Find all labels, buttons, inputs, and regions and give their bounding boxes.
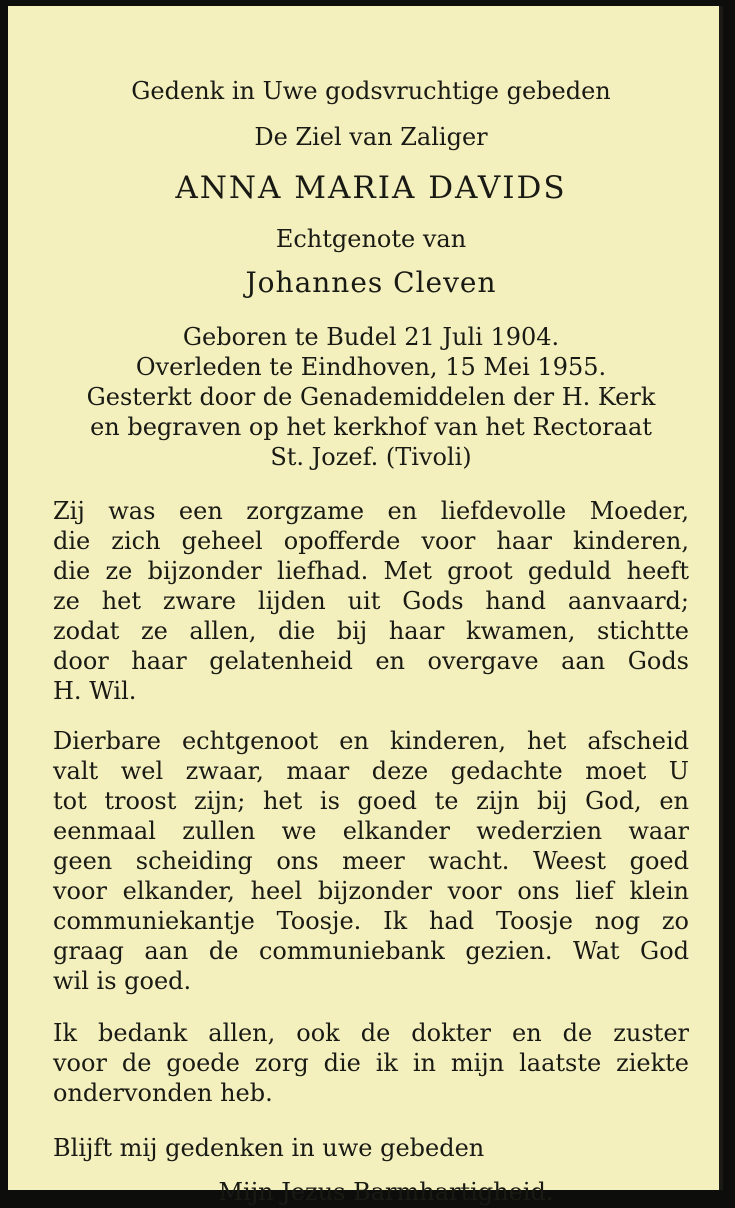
spouse-name: Johannes Cleven	[245, 266, 497, 299]
paragraph-mother	[53, 496, 689, 706]
rectorate-line: St. Jozef. (Tivoli)	[270, 443, 472, 471]
text-line: geen scheiding ons meer wacht. Weest goed	[53, 847, 689, 875]
dates-block	[53, 322, 689, 472]
text-line: eenmaal zullen we elkander wederzien waar	[53, 817, 689, 845]
sacrament-line: Gesterkt door de Genademiddelen der H. Kerk	[86, 383, 656, 411]
text-line: voor elkander, heel bijzonder voor ons lief klein	[53, 877, 689, 905]
text-line: Ik bedank allen, ook de dokter en de zuster	[53, 1019, 689, 1047]
prayer-line: Mijn Jezus Barmhartigheid.	[218, 1178, 554, 1206]
text-line: die zich geheel opofferde voor haar kinderen,	[53, 527, 689, 555]
burial-line: en begraven op het kerkhof van het Rectoraat	[90, 413, 652, 441]
text-line: wil is goed.	[53, 967, 192, 995]
relation-label: Echtgenote van	[275, 225, 467, 253]
text-line: Zij was een zorgzame en liefdevolle Moeder,	[53, 497, 689, 525]
text-line: ze het zware lijden uit Gods hand aanvaard;	[53, 587, 689, 615]
heading-line-2: De Ziel van Zaliger	[254, 123, 488, 151]
text-line: door haar gelatenheid en overgave aan Gods	[53, 647, 689, 675]
memorial-card	[8, 6, 723, 1206]
text-line: Dierbare echtgenoot en kinderen, het afscheid	[53, 727, 689, 755]
text-line: communiekantje Toosje. Ik had Toosje nog zo	[53, 907, 689, 935]
paragraph-thanks	[53, 1018, 689, 1108]
text-line: zodat ze allen, die bij haar kwamen, stichtte	[53, 617, 689, 645]
heading-line-1: Gedenk in Uwe godsvruchtige gebeden	[131, 77, 611, 105]
text-line: voor de goede zorg die ik in mijn laatste ziekte	[53, 1049, 689, 1077]
card-text-block	[53, 74, 689, 1208]
text-line: die ze bijzonder liefhad. Met groot geduld heeft	[53, 557, 689, 585]
text-line: ondervonden heb.	[53, 1079, 273, 1107]
death-line: Overleden te Eindhoven, 15 Mei 1955.	[135, 353, 607, 381]
birth-line: Geboren te Budel 21 Juli 1904.	[182, 323, 560, 351]
closing-line: Blijft mij gedenken in uwe gebeden	[53, 1134, 485, 1162]
text-line: H. Wil.	[53, 677, 137, 705]
text-line: tot troost zijn; het is goed te zijn bij God, en	[53, 787, 689, 815]
text-line: valt wel zwaar, maar deze gedachte moet U	[53, 757, 689, 785]
deceased-name: ANNA MARIA DAVIDS	[175, 170, 567, 206]
paragraph-farewell	[53, 726, 689, 996]
text-line: graag aan de communiebank gezien. Wat God	[53, 937, 689, 965]
